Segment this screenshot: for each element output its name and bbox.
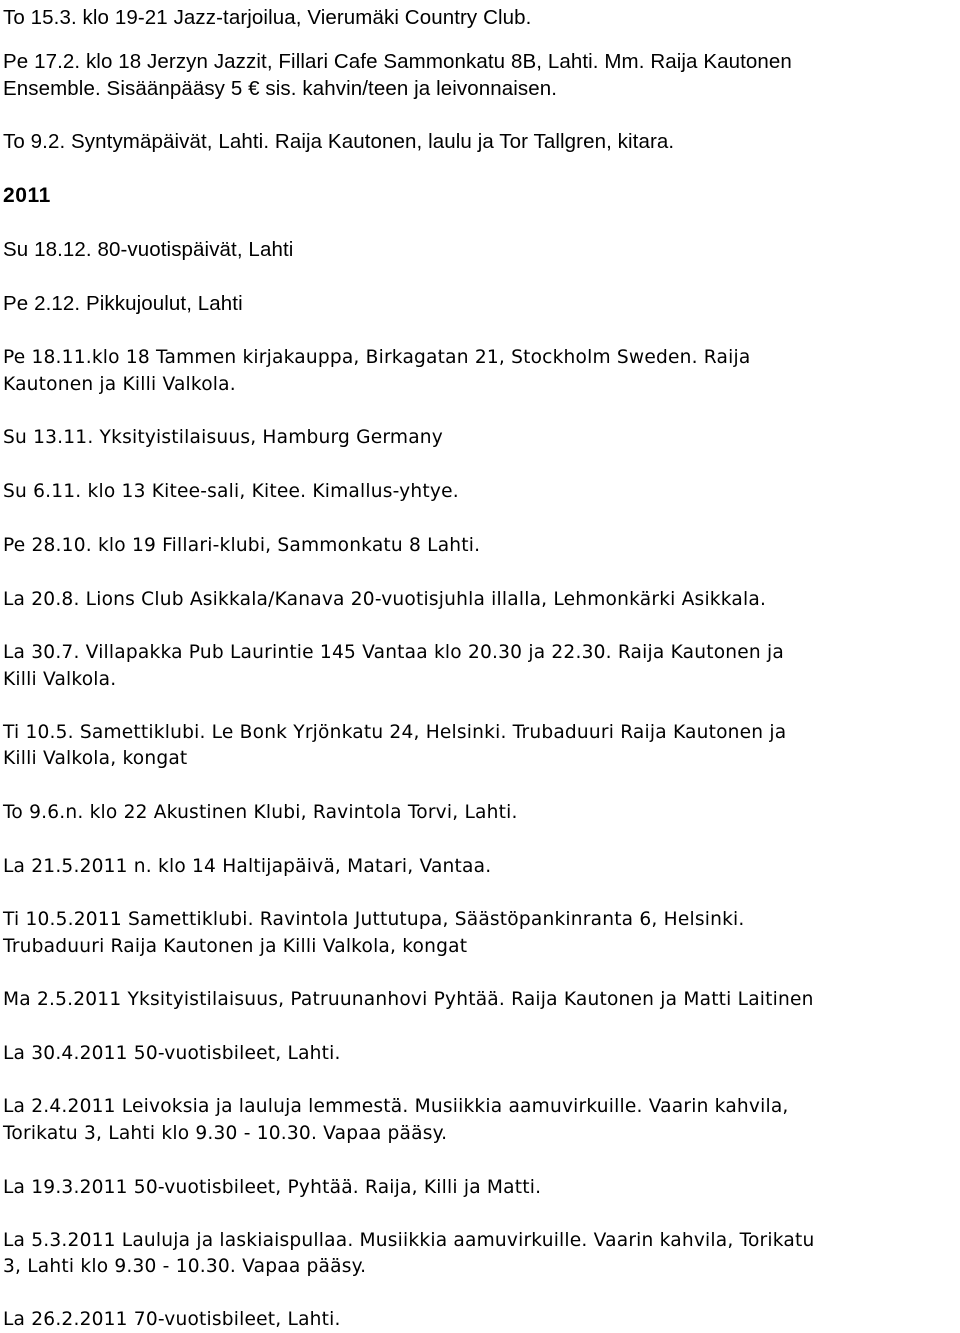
event-line: Ti 10.5. Samettiklubi. Le Bonk Yrjönkatu 24, Helsinki. Trubaduuri Raija Kautonen ja [3, 722, 787, 743]
event-line: To 15.3. klo 19-21 Jazz-tarjoilua, Vierumäki Country Club. [3, 6, 532, 29]
event-line: Trubaduuri Raija Kautonen ja Killi Valkola, kongat [3, 936, 468, 957]
event-line: La 5.3.2011 Lauluja ja laskiaispullaa. Musiikkia aamuvirkuille. Vaarin kahvila, Torikatu [3, 1230, 815, 1251]
event-line: La 20.8. Lions Club Asikkala/Kanava 20-vuotisjuhla illalla, Lehmonkärki Asikkala. [3, 589, 767, 610]
event-line: La 30.7. Villapakka Pub Laurintie 145 Vantaa klo 20.30 ja 22.30. Raija Kautonen ja [3, 642, 784, 663]
event-line: Su 13.11. Yksityistilaisuus, Hamburg Germany [3, 427, 443, 448]
event-line: La 2.4.2011 Leivoksia ja lauluja lemmestä. Musiikkia aamuvirkuille. Vaarin kahvila, [3, 1096, 789, 1117]
event-line: Pe 17.2. klo 18 Jerzyn Jazzit, Fillari Cafe Sammonkatu 8B, Lahti. Mm. Raija Kautonen [3, 50, 792, 73]
event-line: Pe 28.10. klo 19 Fillari-klubi, Sammonkatu 8 Lahti. [3, 535, 481, 556]
event-line: Torikatu 3, Lahti klo 9.30 - 10.30. Vapaa pääsy. [3, 1123, 448, 1144]
event-line: 3, Lahti klo 9.30 - 10.30. Vapaa pääsy. [3, 1256, 367, 1277]
event-line: To 9.2. Syntymäpäivät, Lahti. Raija Kautonen, laulu ja Tor Tallgren, kitara. [3, 130, 675, 153]
event-line: Su 18.12. 80-vuotispäivät, Lahti [3, 238, 294, 261]
event-line: Pe 2.12. Pikkujoulut, Lahti [3, 292, 243, 315]
event-line: La 19.3.2011 50-vuotisbileet, Pyhtää. Raija, Killi ja Matti. [3, 1177, 542, 1198]
event-line: La 21.5.2011 n. klo 14 Haltijapäivä, Matari, Vantaa. [3, 856, 492, 877]
year-heading: 2011 [3, 184, 51, 207]
event-line: Su 6.11. klo 13 Kitee-sali, Kitee. Kimallus-yhtye. [3, 481, 459, 502]
event-line: To 9.6.n. klo 22 Akustinen Klubi, Ravintola Torvi, Lahti. [3, 802, 518, 823]
event-line: Killi Valkola, kongat [3, 748, 188, 769]
event-line: Killi Valkola. [3, 669, 117, 690]
event-line: La 30.4.2011 50-vuotisbileet, Lahti. [3, 1043, 341, 1064]
event-line: Pe 18.11.klo 18 Tammen kirjakauppa, Birkagatan 21, Stockholm Sweden. Raija [3, 347, 751, 368]
event-line: Ti 10.5.2011 Samettiklubi. Ravintola Juttutupa, Säästöpankinranta 6, Helsinki. [3, 909, 745, 930]
event-line: Kautonen ja Killi Valkola. [3, 374, 236, 395]
event-line: Ensemble. Sisäänpääsy 5 € sis. kahvin/teen ja leivonnaisen. [3, 77, 558, 100]
event-line: Ma 2.5.2011 Yksityistilaisuus, Patruunanhovi Pyhtää. Raija Kautonen ja Matti Laitinen [3, 989, 814, 1010]
event-line: La 26.2.2011 70-vuotisbileet, Lahti. [3, 1309, 341, 1330]
